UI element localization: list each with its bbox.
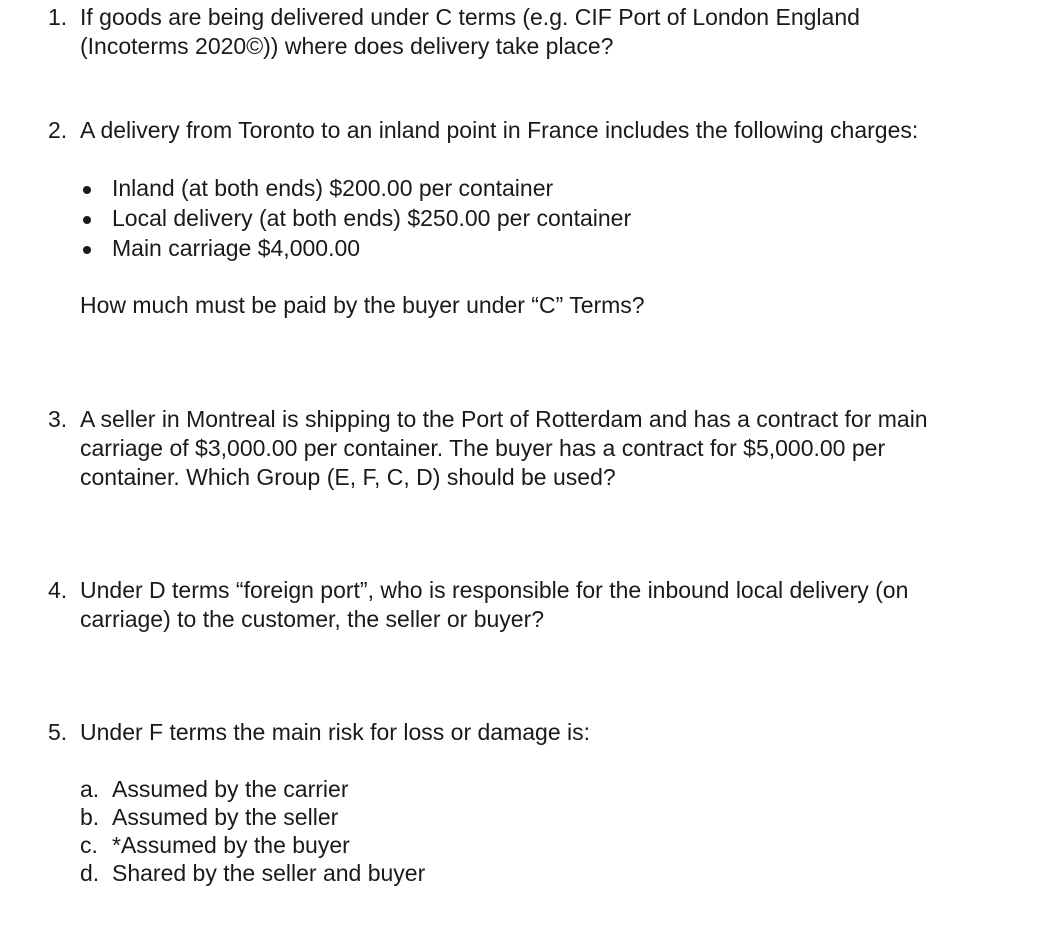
- bullet-text: Main carriage $4,000.00: [112, 235, 361, 261]
- option-letter: a.: [80, 776, 100, 802]
- list-item: [0, 234, 1040, 264]
- question-5-option-list: [0, 775, 1040, 887]
- question-2-bullet-list: [0, 174, 1040, 264]
- option-text: Assumed by the seller: [112, 804, 339, 830]
- option-b: [0, 803, 1040, 831]
- option-text: *Assumed by the buyer: [112, 832, 350, 858]
- question-4-line-2: [0, 605, 1040, 634]
- question-3-line-2: [0, 434, 1040, 463]
- option-d: [0, 859, 1040, 887]
- question-4-text-2: carriage) to the customer, the seller or buyer?: [80, 606, 545, 632]
- question-3-line-3: [0, 463, 1040, 492]
- option-letter: b.: [80, 804, 100, 830]
- question-1-number: 1.: [48, 4, 68, 30]
- question-5-number: 5.: [48, 719, 68, 745]
- question-3-text-3: container. Which Group (E, F, C, D) should be used?: [80, 464, 616, 490]
- question-2-number: 2.: [48, 117, 68, 143]
- question-4-line-1: [0, 576, 1040, 605]
- question-3-number: 3.: [48, 406, 68, 432]
- bullet-text: Inland (at both ends) $200.00 per container: [112, 175, 554, 201]
- question-1-line-2: [0, 32, 1040, 61]
- question-2-line-1: [0, 116, 1040, 145]
- question-3-text-1: A seller in Montreal is shipping to the Port of Rotterdam and has a contract for main: [80, 406, 928, 432]
- bullet-dot-icon: [83, 216, 91, 224]
- question-1-text-2: (Incoterms 2020©)) where does delivery take place?: [80, 33, 614, 59]
- question-1-text-1: If goods are being delivered under C terms (e.g. CIF Port of London England: [80, 4, 860, 30]
- list-item: [0, 174, 1040, 204]
- option-text: Assumed by the carrier: [112, 776, 349, 802]
- option-c: [0, 831, 1040, 859]
- question-2-text-1: A delivery from Toronto to an inland point in France includes the following charges:: [80, 117, 919, 143]
- question-1-line-1: [0, 3, 1040, 32]
- option-letter: c.: [80, 832, 98, 858]
- question-2-follow-up: How much must be paid by the buyer under “C” Terms?: [80, 292, 645, 318]
- question-4-text-1: Under D terms “foreign port”, who is responsible for the inbound local delivery (on: [80, 577, 909, 603]
- question-4: [0, 576, 1040, 634]
- bullet-text: Local delivery (at both ends) $250.00 per container: [112, 205, 632, 231]
- option-letter: d.: [80, 860, 100, 886]
- question-3: [0, 405, 1040, 492]
- question-5-text-1: Under F terms the main risk for loss or damage is:: [80, 719, 590, 745]
- option-text: Shared by the seller and buyer: [112, 860, 426, 886]
- bullet-dot-icon: [83, 186, 91, 194]
- question-1: [0, 3, 1040, 61]
- question-3-line-1: [0, 405, 1040, 434]
- question-2: [0, 116, 1040, 320]
- question-4-number: 4.: [48, 577, 68, 603]
- option-a: [0, 775, 1040, 803]
- question-5: [0, 718, 1040, 887]
- question-3-text-2: carriage of $3,000.00 per container. The buyer has a contract for $5,000.00 per: [80, 435, 886, 461]
- question-5-line-1: [0, 718, 1040, 747]
- list-item: [0, 204, 1040, 234]
- bullet-dot-icon: [83, 246, 91, 254]
